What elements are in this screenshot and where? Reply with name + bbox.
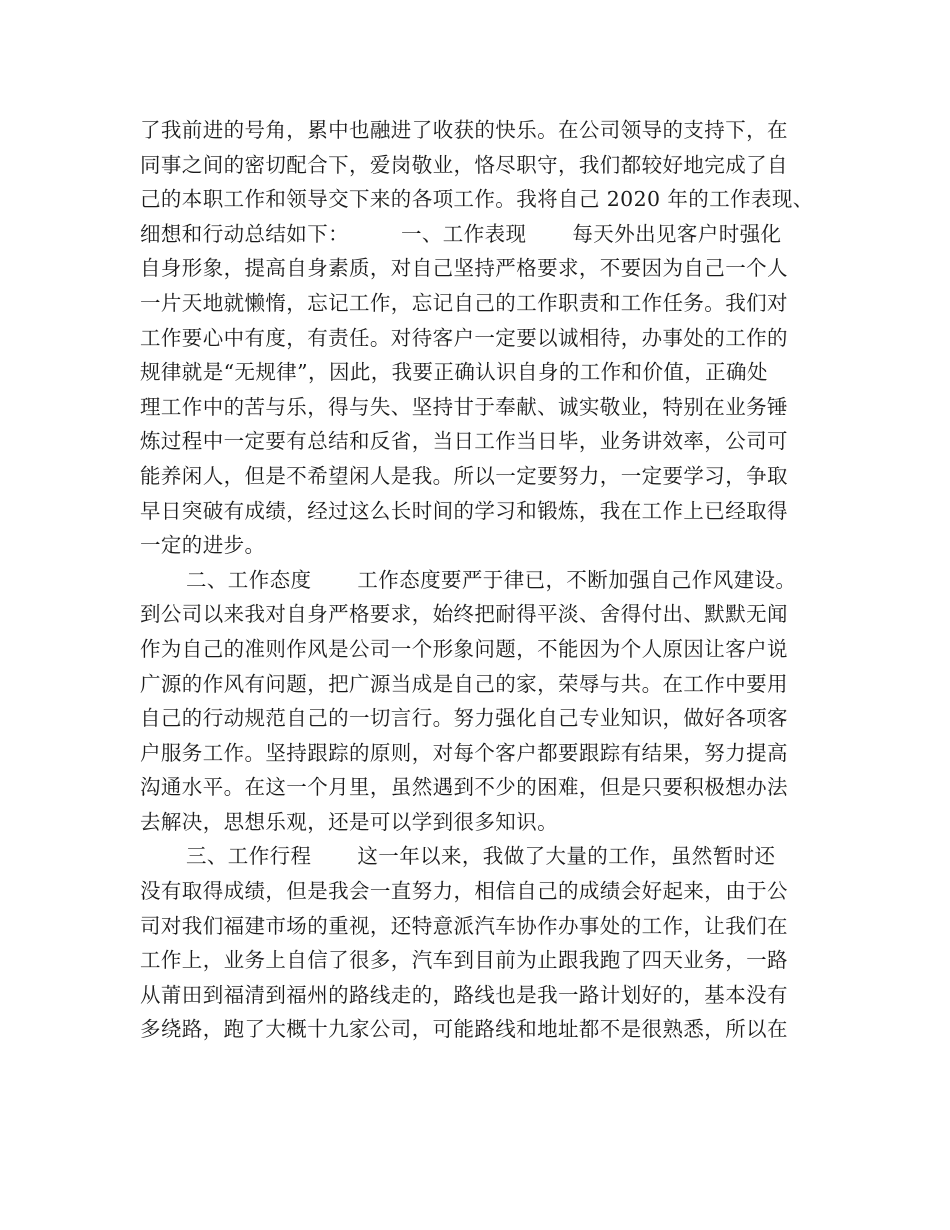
text-line: 司对我们福建市场的重视，还特意派汽车协作办事处的工作，让我们在 — [140, 913, 788, 938]
text-line: 一定的进步。 — [140, 533, 266, 558]
section-heading-work-itinerary: 三、工作行程 — [186, 844, 312, 869]
section-heading-work-attitude: 二、工作态度 — [186, 567, 312, 592]
section-heading-work-performance: 一、工作表现 — [401, 221, 527, 246]
text-line: 广源的作风有问题，把广源当成是自己的家，荣辱与共。在工作中要用 — [140, 671, 788, 696]
text-line: 自己的行动规范自己的一切言行。努力强化自己专业知识，做好各项客 — [140, 706, 788, 731]
text-line: 工作要心中有度，有责任。对待客户一定要以诚相待，办事处的工作的 — [140, 325, 788, 350]
text-line: 多绕路，跑了大概十九家公司，可能路线和地址都不是很熟悉，所以在 — [140, 1017, 788, 1042]
text-line: 能养闲人，但是不希望闲人是我。所以一定要努力，一定要学习，争取 — [140, 463, 788, 488]
text-fragment: 这一年以来，我做了大量的工作，虽然暂时还 — [357, 844, 776, 869]
document-body — [140, 113, 830, 1047]
text-fragment: 每天外出见客户时强化 — [572, 221, 782, 246]
text-line: 工作上，业务上自信了很多，汽车到目前为止跟我跑了四天业务，一路 — [140, 948, 788, 973]
text-line: 早日突破有成绩，经过这么长时间的学习和锻炼，我在工作上已经取得 — [140, 498, 788, 523]
text-line: 一片天地就懒惰，忘记工作，忘记自己的工作职责和工作任务。我们对 — [140, 290, 788, 315]
text-line: 去解决，思想乐观，还是可以学到很多知识。 — [140, 809, 558, 834]
text-line — [140, 217, 830, 252]
text-line: 作为自己的准则作风是公司一个形象问题，不能因为个人原因让客户说 — [140, 636, 788, 661]
text-line: 己的本职工作和领导交下来的各项工作。我将自己 2020 年的工作表现、 — [140, 187, 814, 212]
text-line: 规律就是“无规律”，因此，我要正确认识自身的工作和价值，正确处 — [140, 360, 768, 385]
text-line: 没有取得成绩，但是我会一直努力，相信自己的成绩会好起来，由于公 — [140, 879, 788, 904]
text-line: 炼过程中一定要有总结和反省，当日工作当日毕，业务讲效率，公司可 — [140, 429, 788, 454]
text-line: 沟通水平。在这一个月里，虽然遇到不少的困难，但是只要积极想办法 — [140, 775, 788, 800]
text-line — [140, 563, 830, 598]
text-line: 户服务工作。坚持跟踪的原则，对每个客户都要跟踪有结果，努力提高 — [140, 740, 788, 765]
text-fragment: 工作态度要严于律已，不断加强自己作风建设。 — [357, 567, 797, 592]
text-fragment: 细想和行动总结如下： — [140, 221, 349, 246]
text-line: 同事之间的密切配合下，爱岗敬业，恪尽职守，我们都较好地完成了自 — [140, 152, 788, 177]
text-line: 了我前进的号角，累中也融进了收获的快乐。在公司领导的支持下，在 — [140, 118, 788, 142]
text-line: 从莆田到福清到福州的路线走的，路线也是我一路计划好的，基本没有 — [140, 982, 788, 1007]
text-line: 理工作中的苦与乐，得与失、坚持甘于奉献、诚实敬业，特别在业务锤 — [140, 394, 788, 419]
text-line: 到公司以来我对自身严格要求，始终把耐得平淡、舍得付出、默默无闻 — [140, 602, 788, 627]
text-line — [140, 839, 830, 874]
text-line: 自身形象，提高自身素质，对自己坚持严格要求，不要因为自己一个人 — [140, 256, 788, 281]
